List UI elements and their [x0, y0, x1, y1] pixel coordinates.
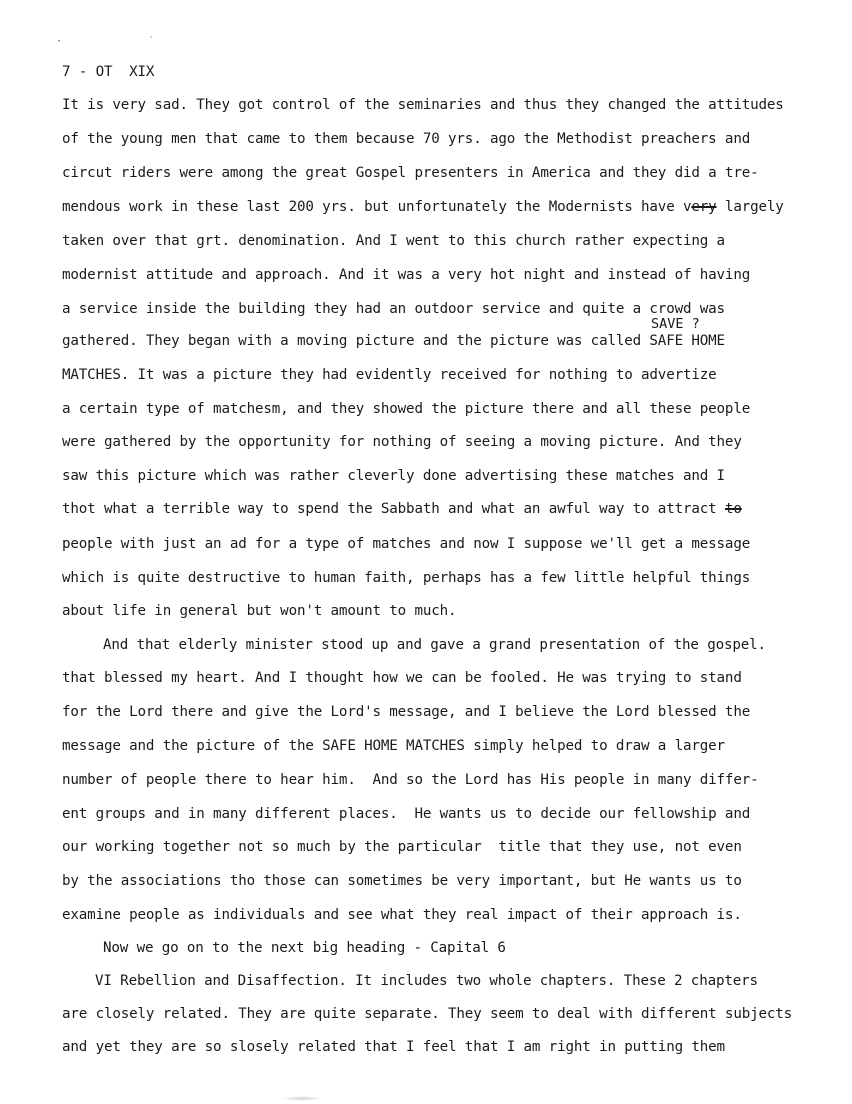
text-segment: thot what a terrible way to spend the Sabbath and what an awful way to attract [62, 501, 725, 517]
text-line-with-strikeout [62, 500, 742, 518]
page-smudge [282, 1096, 322, 1101]
text-line: about life in general but won't amount to much. [62, 603, 457, 619]
text-line: number of people there to hear him. And so the Lord has His people in many differ- [62, 772, 759, 788]
text-line: are closely related. They are quite separate. They seem to deal with different subjects [62, 1006, 793, 1022]
text-line: for the Lord there and give the Lord's message, and I believe the Lord blessed the [62, 704, 751, 720]
text-line: ent groups and in many different places. He wants us to decide our fellowship and [62, 806, 751, 822]
text-line: a certain type of matchesm, and they showed the picture there and all these people [62, 401, 751, 417]
text-line: by the associations tho those can sometimes be very important, but He wants us to [62, 873, 742, 889]
text-line: circut riders were among the great Gospel presenters in America and they did a tre- [62, 165, 759, 181]
text-line-with-strikeout [62, 198, 784, 216]
text-line: a service inside the building they had an outdoor service and quite a crowd was [62, 301, 725, 317]
page-header: 7 - OT XIX [62, 64, 155, 80]
paragraph-start-line: And that elderly minister stood up and gave a grand presentation of the gospel. [103, 637, 766, 653]
interlinear-note: SAVE ? [651, 316, 700, 332]
struck-word: ery [691, 199, 717, 215]
text-line: saw this picture which was rather cleverly done advertising these matches and I [62, 468, 725, 484]
section-start-line: VI Rebellion and Disaffection. It includes two whole chapters. These 2 chapters [95, 973, 758, 989]
text-line: It is very sad. They got control of the seminaries and thus they changed the attitudes [62, 97, 784, 113]
text-line: taken over that grt. denomination. And I went to this church rather expecting a [62, 233, 725, 249]
text-segment: largely [716, 199, 784, 215]
text-line: were gathered by the opportunity for nothing of seeing a moving picture. And they [62, 434, 742, 450]
text-line: modernist attitude and approach. And it was a very hot night and instead of having [62, 267, 751, 283]
struck-word: to [724, 501, 742, 517]
text-segment: mendous work in these last 200 yrs. but unfortunately the Modernists have v [62, 199, 692, 215]
text-line: which is quite destructive to human faith, perhaps has a few little helpful things [62, 570, 751, 586]
text-line: MATCHES. It was a picture they had evidently received for nothing to advertize [62, 367, 717, 383]
text-line: people with just an ad for a type of matches and now I suppose we'll get a message [62, 536, 751, 552]
text-line: message and the picture of the SAFE HOME MATCHES simply helped to draw a larger [62, 738, 725, 754]
text-line: gathered. They began with a moving picture and the picture was called SAFE HOME [62, 333, 725, 349]
text-line: that blessed my heart. And I thought how we can be fooled. He was trying to stand [62, 670, 742, 686]
text-line: our working together not so much by the particular title that they use, not even [62, 839, 742, 855]
text-line: examine people as individuals and see what they real impact of their approach is. [62, 907, 742, 923]
corner-marks: · ˙ [56, 36, 195, 47]
text-line: and yet they are so slosely related that I feel that I am right in putting them [62, 1039, 725, 1055]
text-line: of the young men that came to them because 70 yrs. ago the Methodist preachers and [62, 131, 751, 147]
heading-line: Now we go on to the next big heading - Capital 6 [103, 940, 506, 956]
